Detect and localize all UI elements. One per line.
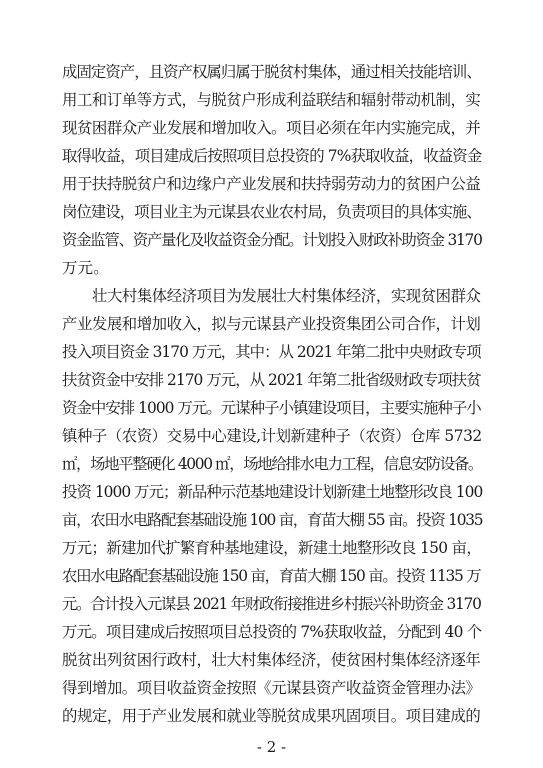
page-number: - 2 -: [256, 738, 287, 756]
body-text-line: 扶贫资金中安排 2170 万元，从 2021 年第二批省级财政专项扶贫: [62, 371, 481, 389]
body-text-line: 得到增加。项目收益资金按照《元谋县资产收益资金管理办法》: [62, 679, 481, 697]
body-text-line: 脱贫出列贫困行政村，壮大村集体经济，使贫困村集体经济逐年: [62, 651, 481, 669]
body-text-line: 用工和订单等方式，与脱贫户形成利益联结和辐射带动机制，实: [62, 91, 481, 109]
body-text-line: 镇种子（农资）交易中心建设,计划新建种子（农资）仓库 5732: [62, 427, 482, 445]
body-text-line: 投资 1000 万元；新品种示范基地建设计划新建土地整形改良 100: [62, 483, 483, 501]
body-text-line: 万元。项目建成后按照项目总投资的 7%获取收益，分配到 40 个: [62, 623, 482, 641]
body-text-line: 元。合计投入元谋县 2021 年财政衔接推进乡村振兴补助资金 3170: [62, 595, 481, 613]
body-text-line: 资金中安排 1000 万元。元谋种子小镇建设项目，主要实施种子小: [62, 399, 481, 417]
body-text-line: 成固定资产，且资产权属归属于脱贫村集体，通过相关技能培训、: [62, 63, 481, 81]
body-text-line: 万元；新建加代扩繁育种基地建设，新建土地整形改良 150 亩，: [62, 539, 482, 557]
body-text-line: 现贫困群众产业发展和增加收入。项目必须在年内实施完成，并: [62, 119, 481, 137]
body-text-line: 万元。: [62, 259, 109, 277]
body-text-line: 资金监管、资产量化及收益资金分配。计划投入财政补助资金 3170: [62, 231, 482, 249]
body-text-line: ㎡，场地平整硬化 4000 ㎡，场地给排水电力工程，信息安防设备。: [62, 455, 482, 473]
body-text-line: 产业发展和增加收入，拟与元谋县产业投资集团公司合作，计划: [62, 315, 481, 333]
paragraph-first-line: 壮大村集体经济项目为发展壮大村集体经济，实现贫困群众: [92, 287, 481, 305]
body-text-line: 岗位建设，项目业主为元谋县农业农村局，负责项目的具体实施、: [62, 203, 481, 221]
body-text-line: 农田水电路配套基础设施 150 亩，育苗大棚 150 亩。投资 1135 万: [62, 567, 481, 585]
body-text-line: 的规定，用于产业发展和就业等脱贫成果巩固项目。项目建成的: [62, 707, 481, 725]
body-text-line: 亩，农田水电路配套基础设施 100 亩，育苗大棚 55 亩。投资 1035: [62, 511, 483, 529]
body-text-line: 用于扶持脱贫户和边缘户产业发展和扶持弱劳动力的贫困户公益: [62, 175, 481, 193]
body-text-line: 投入项目资金 3170 万元，其中：从 2021 年第二批中央财政专项: [62, 343, 481, 361]
body-text-line: 取得收益，项目建成后按照项目总投资的 7%获取收益，收益资金: [62, 147, 482, 165]
